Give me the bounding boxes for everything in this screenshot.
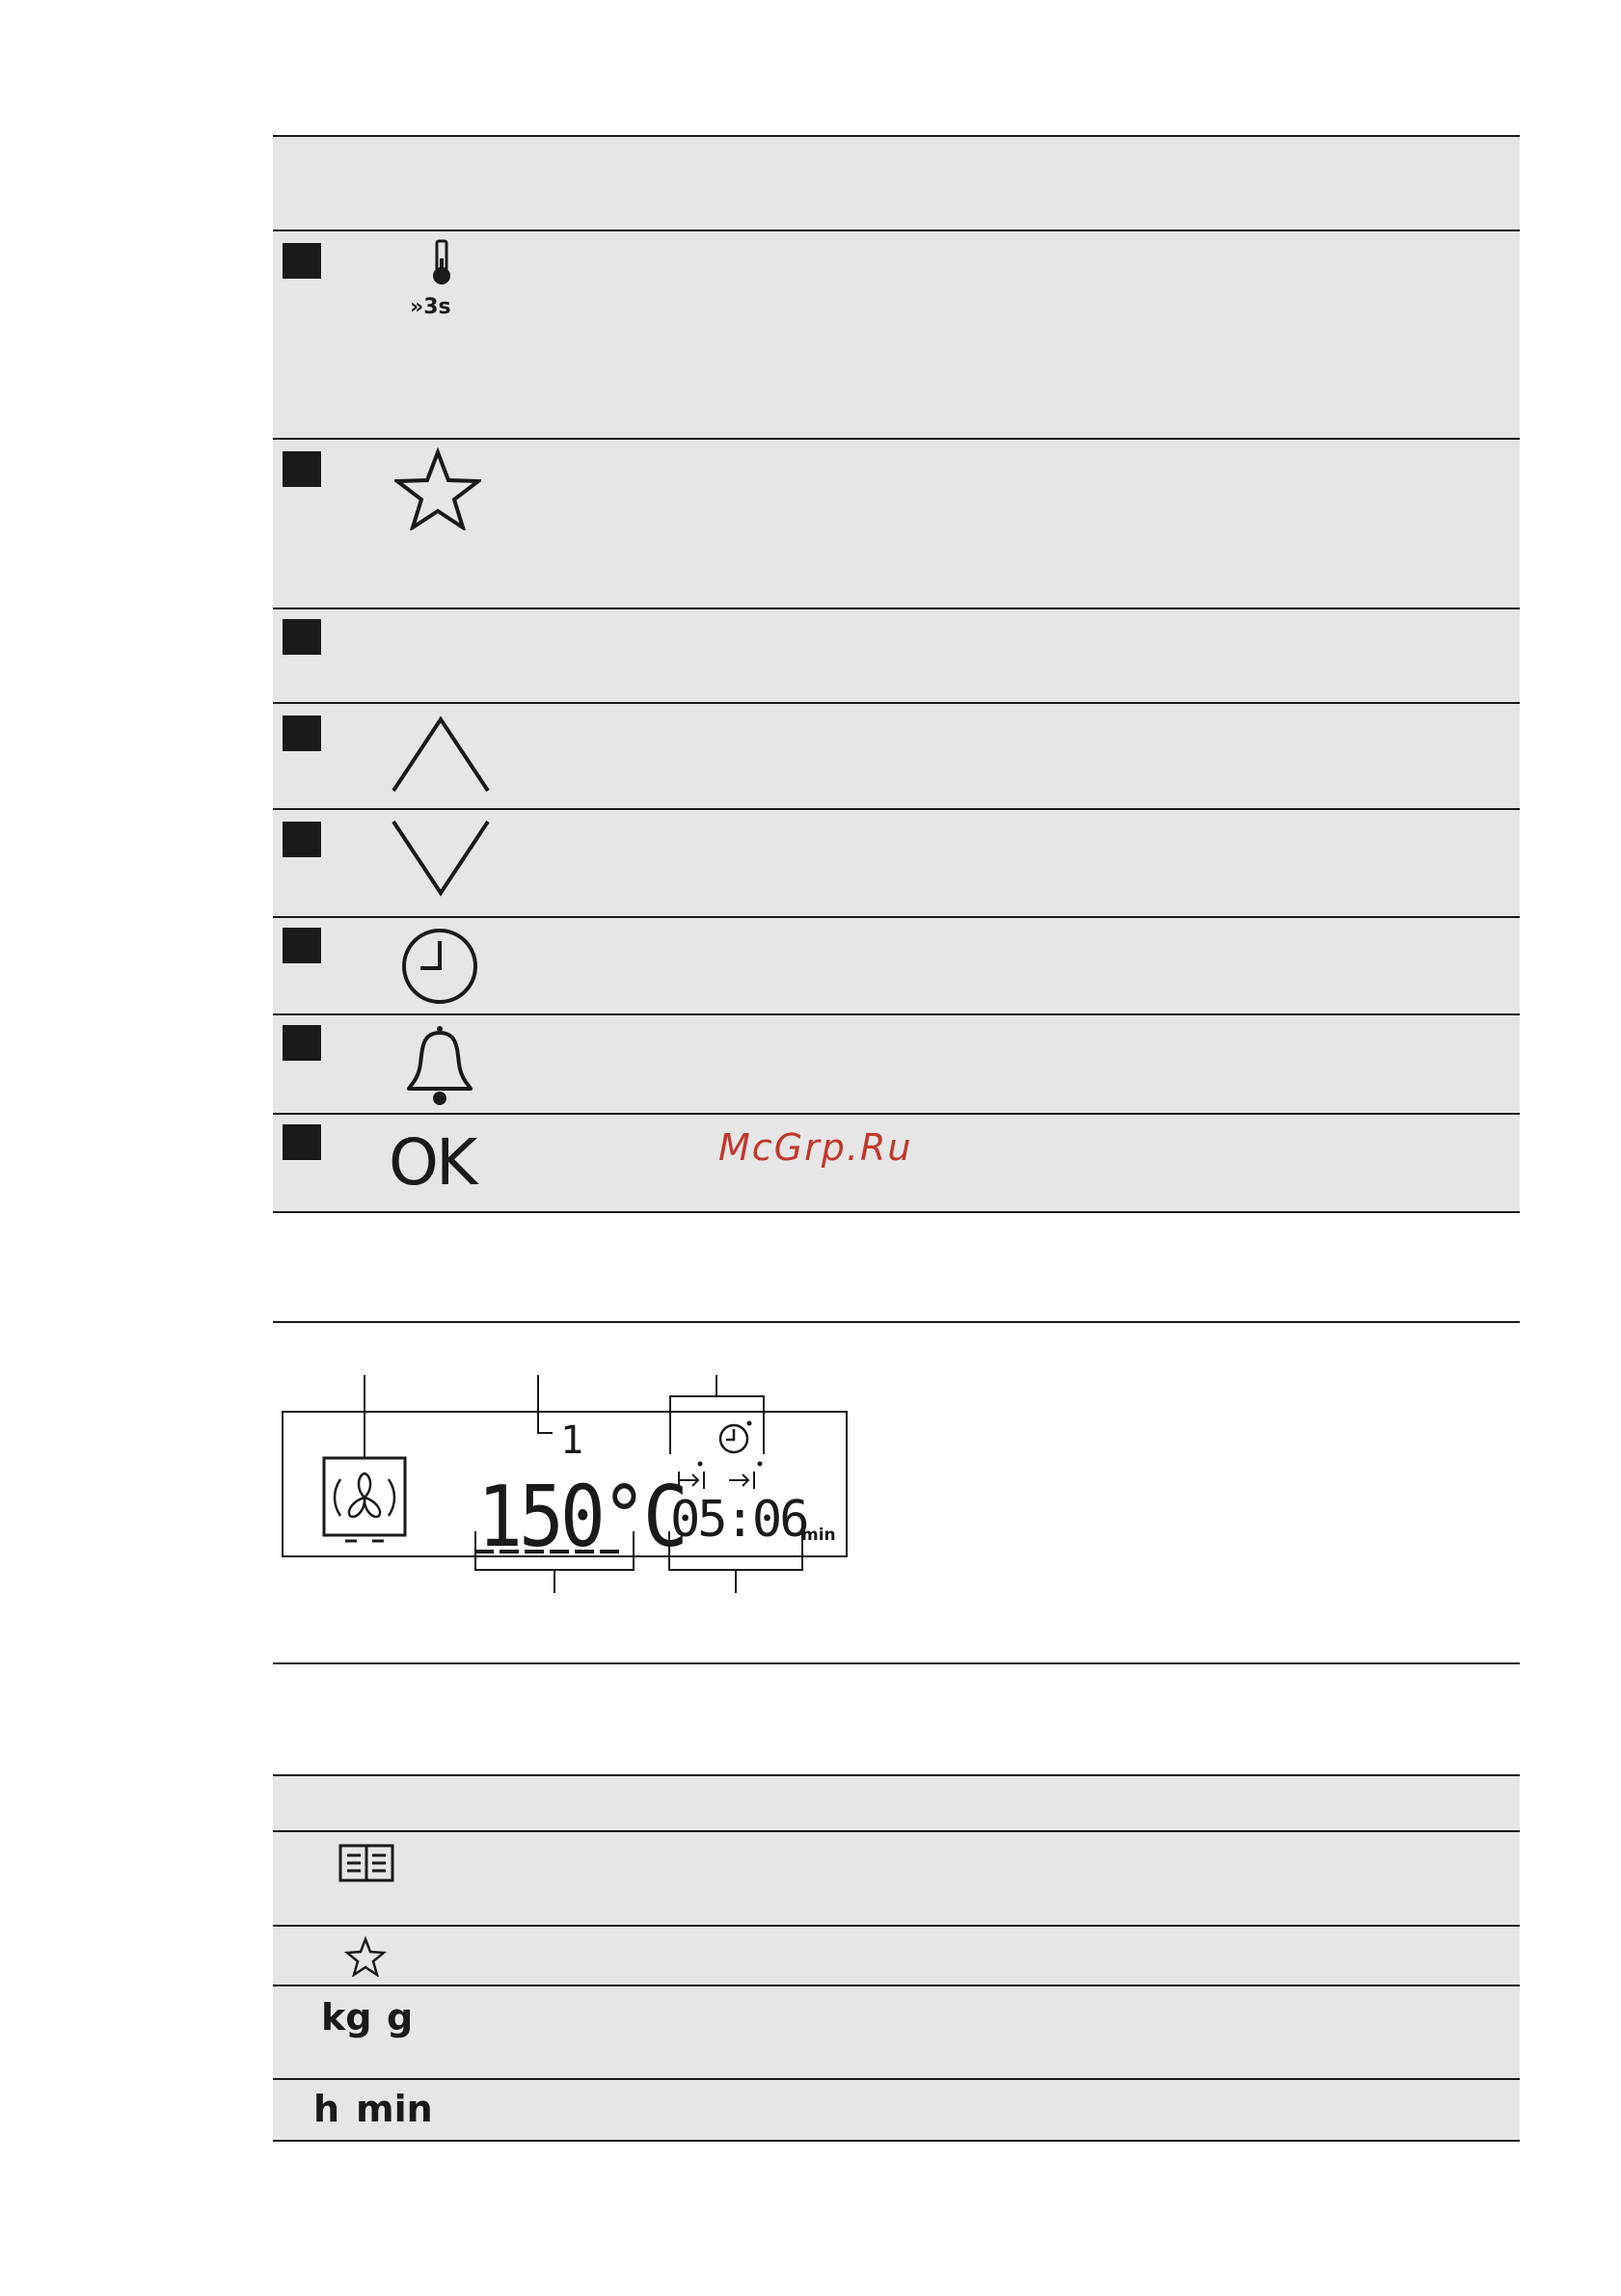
row-marker: [283, 1124, 321, 1160]
time-min-label: min: [356, 2088, 433, 2130]
control-row-3: [273, 609, 1520, 704]
row-marker: [283, 716, 321, 751]
star-small-icon: [344, 1936, 387, 1977]
hold-3s-label: »3s: [410, 295, 451, 319]
row-marker: [283, 243, 321, 279]
ok-icon: OK: [389, 1125, 475, 1200]
indicator-row-1: [273, 1832, 1520, 1927]
temperature-bar-segments: [471, 1547, 625, 1556]
control-row-5: [273, 810, 1520, 918]
clock-icon: [399, 926, 480, 1007]
time-h-label: h: [313, 2088, 340, 2130]
weight-kg-label: kg: [321, 1996, 372, 2039]
chevron-up-icon: [391, 714, 491, 795]
row-marker: [283, 451, 321, 487]
row-marker: [283, 822, 321, 857]
time-unit-label: min: [801, 1526, 836, 1545]
time-readout: 05:06: [670, 1491, 807, 1549]
display-diagram: [273, 1323, 1520, 1662]
control-row-6: [273, 918, 1520, 1015]
row-marker: [283, 1025, 321, 1061]
book-icon: [338, 1844, 394, 1882]
indicator-row-2: [273, 1927, 1520, 1986]
shelf-level-readout: 1: [560, 1418, 584, 1463]
fan-icon: [331, 1466, 398, 1529]
row-marker: [283, 928, 321, 963]
row-marker: [283, 619, 321, 655]
control-row-7: [273, 1015, 1520, 1115]
timer-clock-icon: [716, 1419, 753, 1456]
star-icon: [394, 447, 481, 530]
indicator-row-3: [273, 1986, 1520, 2080]
duration-end-icons: [671, 1460, 768, 1495]
weight-g-label: g: [387, 1996, 414, 2039]
bell-icon: [405, 1025, 474, 1106]
control-row-4: [273, 704, 1520, 810]
control-row-1: [273, 231, 1520, 440]
indicator-row-4: [273, 2080, 1520, 2142]
watermark: McGrp.Ru: [718, 1126, 913, 1169]
temperature-readout: 150°C: [477, 1469, 685, 1567]
chevron-down-icon: [391, 818, 491, 899]
thermometer-icon: [427, 239, 456, 289]
table-header: [273, 135, 1520, 231]
indicators-header: [273, 1776, 1520, 1832]
control-row-2: [273, 440, 1520, 609]
display-figure: [273, 1321, 1520, 1664]
